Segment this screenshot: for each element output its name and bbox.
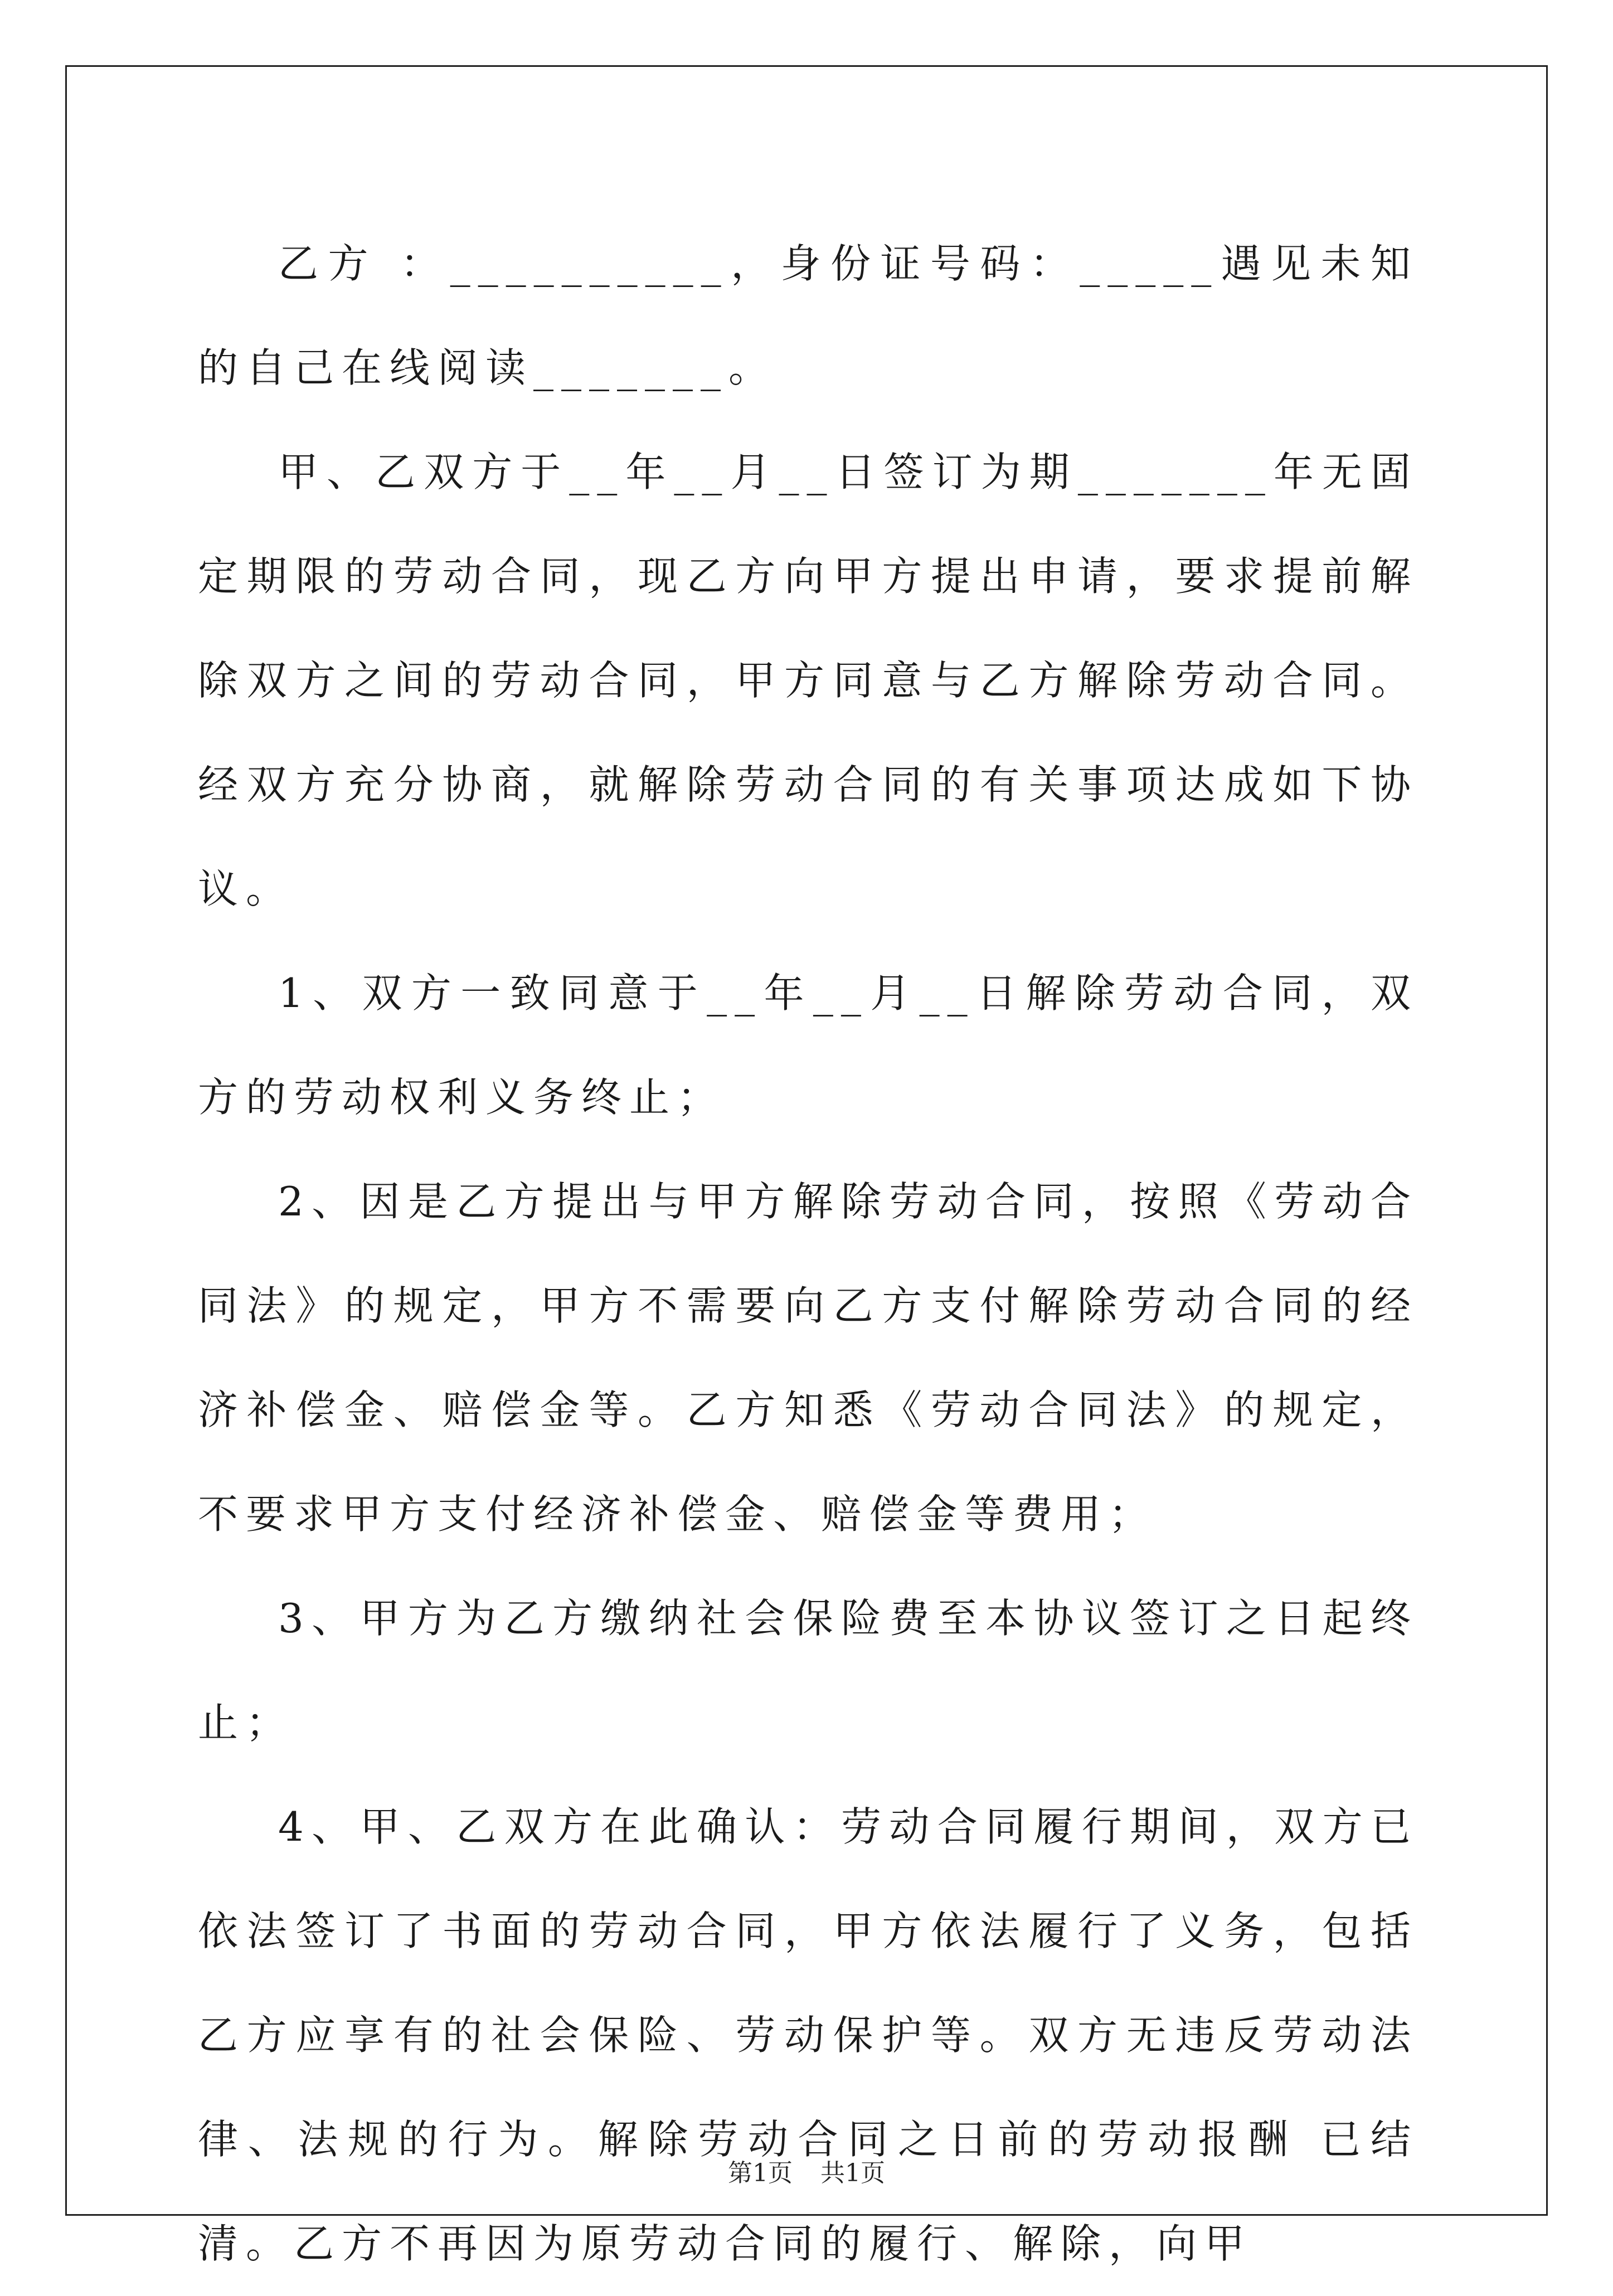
paragraph-clause-4: 4、甲、乙双方在此确认：劳动合同履行期间，双方已依法签订了书面的劳动合同，甲方依法履行了义务，包括乙方应享有的社会保险、劳动保护等。双方无违反劳动法律、法规的行为。解除劳动合同之日前的劳动报酬 已结清。乙方不再因为原劳动合同的履行、解除，向甲	[198, 1803, 1418, 2267]
paragraph-clause-1: 1、双方一致同意于__年__月__日解除劳动合同，双方的劳动权利义务终止；	[198, 970, 1418, 1121]
page-total: 共1页	[820, 2159, 885, 2187]
page-footer	[0, 2157, 1613, 2190]
paragraph-agreement-intro: 甲、乙双方于__年__月__日签订为期_______年无固定期限的劳动合同，现乙方向甲方提出申请，要求提前解除双方之间的劳动合同，甲方同意与乙方解除劳动合同。经双方充分协商，就解除劳动合同的有关事项达成如下协议。	[198, 449, 1418, 912]
document-body	[198, 212, 1418, 2296]
paragraph-clause-3: 3、甲方为乙方缴纳社会保险费至本协议签订之日起终止；	[198, 1595, 1418, 1746]
paragraph-party-b: 乙方 ：__________，身份证号码：_____遇见未知的自己在线阅读_______。	[198, 240, 1418, 391]
paragraph-clause-2: 2、因是乙方提出与甲方解除劳动合同，按照《劳动合同法》的规定，甲方不需要向乙方支付解除劳动合同的经济补偿金、赔偿金等。乙方知悉《劳动合同法》的规定，不要求甲方支付经济补偿金、赔偿金等费用；	[198, 1178, 1418, 1538]
page-number: 第1页	[728, 2159, 793, 2187]
